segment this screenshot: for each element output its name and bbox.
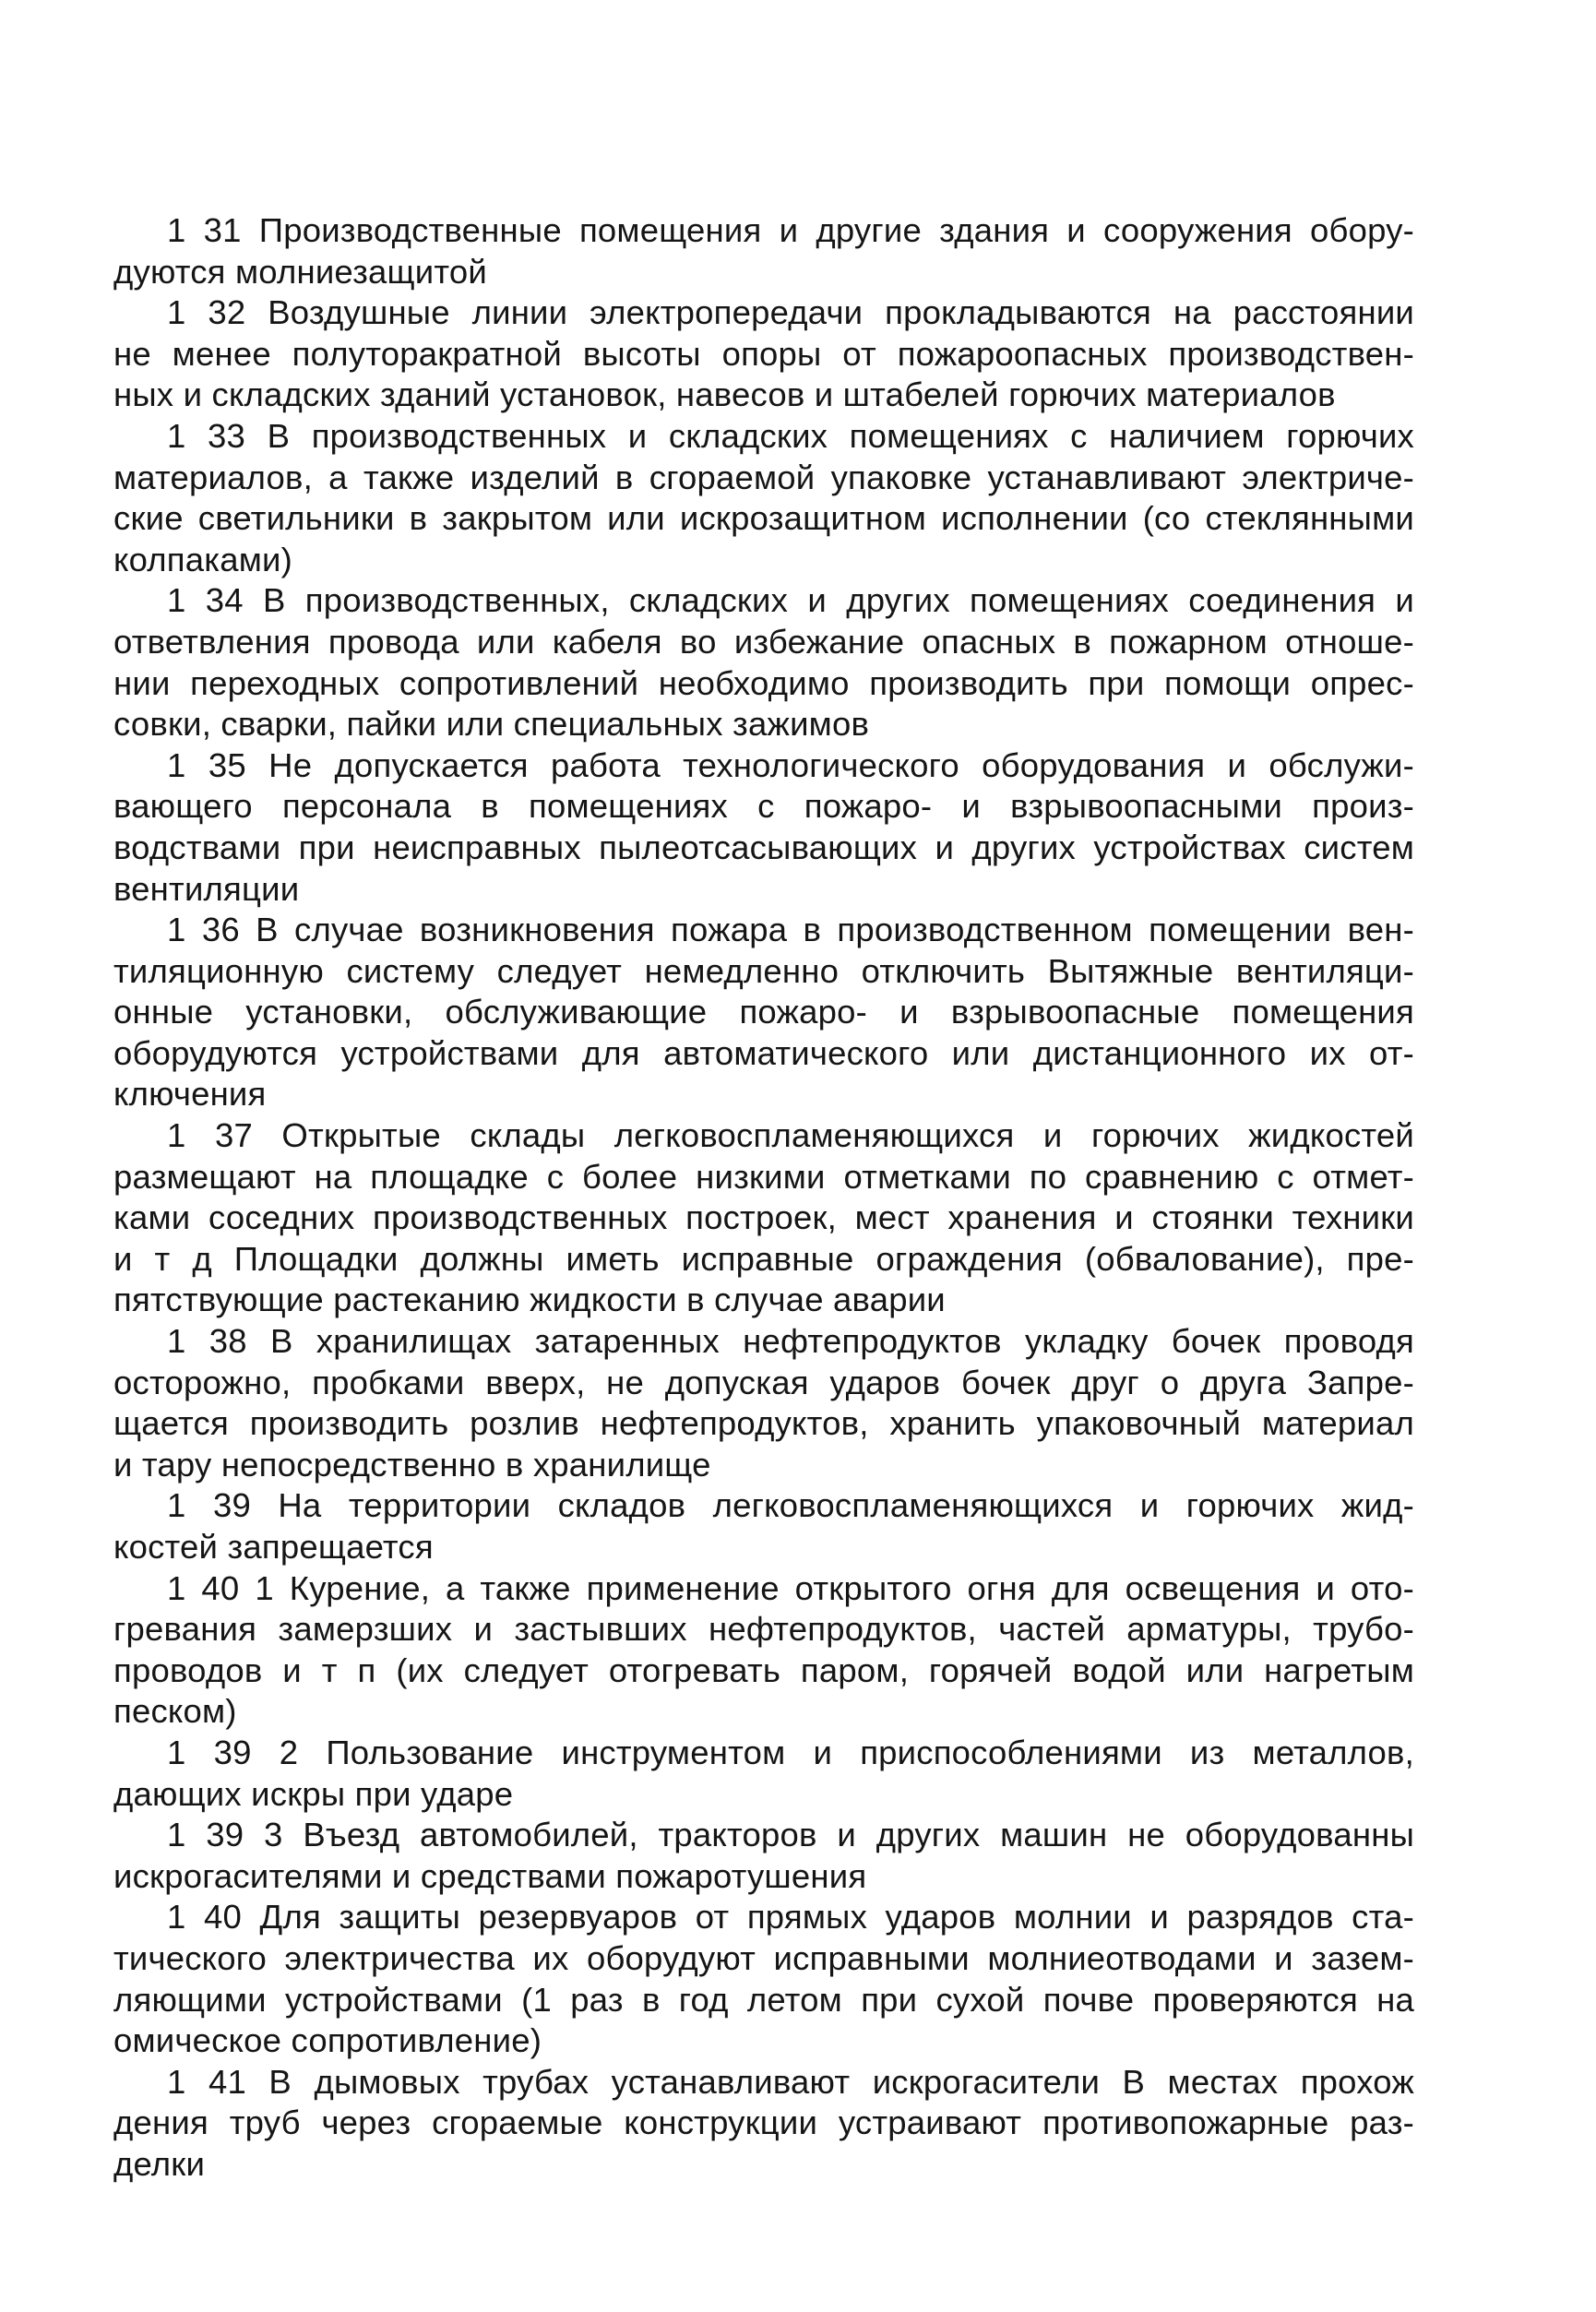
paragraph-line: ных и складских зданий установок, навесов и штабелей горючих материалов [113,375,1336,414]
paragraph-first-line: 1 31 Производственные помещения и другие здания и сооружения обору- [167,211,1414,249]
paragraph-first-line: 1 34 В производственных, складских и других помещениях соединения и [167,581,1414,620]
paragraph-line: тиляционную систему следует немедленно отключить Вытяжные вентиляци- [113,951,1414,990]
paragraph-line: дуются молниезащитой [113,252,487,291]
paragraph-first-line: 1 40 Для защиты резервуаров от прямых ударов молнии и разрядов ста- [167,1898,1414,1937]
paragraph-first-line: 1 33 В производственных и складских помещениях с наличием горючих [167,416,1414,455]
paragraph-first-line: 1 32 Воздушные линии электропередачи прокладываются на расстоянии [167,293,1414,332]
paragraph-line: вающего персонала в помещениях с пожаро- и взрывоопасными произ- [113,787,1414,826]
paragraph-line: пятствующие растеканию жидкости в случае аварии [113,1281,946,1319]
paragraph-first-line: 1 39 3 Въезд автомобилей, тракторов и других машин не оборудованны [167,1816,1414,1854]
paragraph-line: осторожно, пробками вверх, не допуская ударов бочек друг о друга Запре- [113,1363,1414,1401]
paragraph-line: песком) [113,1692,237,1731]
paragraph-first-line: 1 39 2 Пользование инструментом и приспособлениями из металлов, [167,1733,1414,1771]
paragraph-line: совки, сварки, пайки или специальных зажимов [113,705,870,744]
paragraph-line: омическое сопротивление) [113,2021,542,2060]
paragraph-line: дения труб через сгораемые конструкции устраивают противопожарные раз- [113,2103,1414,2142]
paragraph-line: не менее полуторакратной высоты опоры от пожароопасных производствен- [113,334,1414,373]
paragraph-line: и т д Площадки должны иметь исправные ограждения (обвалование), пре- [113,1239,1414,1278]
paragraph-line: колпаками) [113,540,292,578]
paragraph-line: гревания замерзших и застывших нефтепродуктов, частей арматуры, трубо- [113,1610,1414,1649]
paragraph-first-line: 1 35 Не допускается работа технологического оборудования и обслужи- [167,745,1414,784]
paragraph-line: проводов и т п (их следует отогревать паром, горячей водой или нагретым [113,1651,1414,1689]
paragraph-line: тического электричества их оборудуют исправными молниеотводами и зазем- [113,1938,1414,1977]
paragraph-line: вентиляции [113,869,300,908]
paragraph-line: и тару непосредственно в хранилище [113,1445,711,1484]
paragraph-line: онные установки, обслуживающие пожаро- и взрывоопасные помещения [113,993,1414,1031]
paragraph-line: оборудуются устройствами для автоматического или дистанционного их от- [113,1033,1414,1072]
paragraph-line: ключения [113,1075,267,1114]
paragraph-line: нии переходных сопротивлений необходимо производить при помощи опрес- [113,663,1414,702]
document-body [113,210,1414,2186]
paragraph-first-line: 1 37 Открытые склады легковоспламеняющихся и горючих жидкостей [167,1116,1414,1155]
paragraph-first-line: 1 39 На территории складов легковоспламеняющихся и горючих жид- [167,1486,1414,1525]
paragraph-line: костей запрещается [113,1528,434,1566]
paragraph-line: искрогасителями и средствами пожаротушения [113,1856,867,1895]
paragraph-first-line: 1 38 В хранилищах затаренных нефтепродуктов укладку бочек проводя [167,1322,1414,1361]
paragraph-line: материалов, а также изделий в сгораемой упаковке устанавливают электриче- [113,458,1414,496]
paragraph-line: дающих искры при ударе [113,1774,514,1813]
paragraph-first-line: 1 40 1 Курение, а также применение открытого огня для освещения и ото- [167,1568,1414,1607]
paragraph-line: ответвления провода или кабеля во избежание опасных в пожарном отноше- [113,622,1414,661]
paragraph-first-line: 1 41 В дымовых трубах устанавливают искрогасители В местах прохож [167,2062,1414,2101]
paragraph-line: ками соседних производственных построек, мест хранения и стоянки техники [113,1198,1414,1237]
paragraph-first-line: 1 36 В случае возникновения пожара в производственном помещении вен- [167,911,1414,949]
paragraph-line: водствами при неисправных пылеотсасывающих и других устройствах систем [113,828,1414,866]
paragraph-line: размещают на площадке с более низкими отметками по сравнению с отмет- [113,1157,1414,1196]
paragraph-line: ляющими устройствами (1 раз в год летом при сухой почве проверяются на [113,1980,1414,2019]
paragraph-line: ские светильники в закрытом или искрозащитном исполнении (со стеклянными [113,499,1414,538]
paragraph-line: делки [113,2144,206,2183]
paragraph-line: щается производить розлив нефтепродуктов, хранить упаковочный материал [113,1404,1414,1443]
